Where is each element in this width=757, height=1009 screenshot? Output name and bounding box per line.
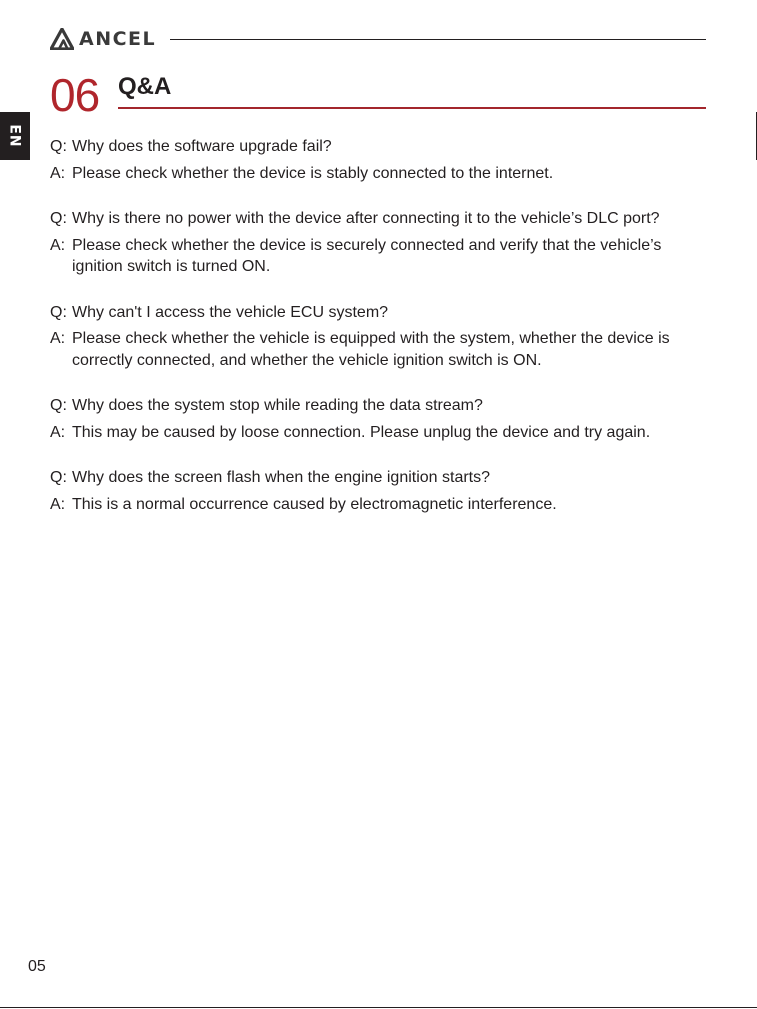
- answer: [50, 494, 710, 516]
- page-number: 05: [28, 958, 46, 975]
- answer-prefix: A:: [50, 236, 66, 254]
- answer: [50, 422, 710, 444]
- question-prefix: Q:: [50, 469, 67, 486]
- question: [50, 302, 710, 324]
- language-tab: [0, 112, 30, 160]
- answer-prefix: A:: [50, 330, 66, 347]
- question-text: Why is there no power with the device after connecting it to the vehicle’s DLC port?: [72, 210, 660, 227]
- question-text: Why does the system stop while reading the data stream?: [72, 397, 483, 414]
- answer: [50, 163, 710, 185]
- qa-item: [50, 395, 710, 443]
- qa-item: [50, 208, 710, 278]
- qa-item: [50, 467, 710, 515]
- answer-text: Please check whether the device is securely connected and verify that the vehicle’s ignition switch is turned ON.: [72, 236, 662, 275]
- answer-text: This may be caused by loose connection. Please unplug the device and try again.: [72, 423, 651, 441]
- answer-prefix: A:: [50, 423, 66, 441]
- answer: [50, 328, 710, 371]
- question: [50, 467, 710, 489]
- answer-text: Please check whether the vehicle is equipped with the system, whether the device is correctly connected, and whether the vehicle ignition switch is ON.: [72, 330, 670, 369]
- question-text: Why does the screen flash when the engine ignition starts?: [72, 469, 491, 486]
- ancel-logo-icon: [50, 28, 74, 50]
- bottom-divider: [0, 1007, 757, 1008]
- question: [50, 136, 710, 158]
- language-tab-label: EN: [7, 124, 23, 148]
- section-divider: [118, 107, 706, 109]
- question-text: Why can't I access the vehicle ECU system?: [72, 303, 389, 321]
- question-prefix: Q:: [50, 397, 67, 414]
- question-prefix: Q:: [50, 210, 67, 227]
- question-prefix: Q:: [50, 303, 67, 321]
- answer: [50, 235, 710, 278]
- question-prefix: Q:: [50, 138, 67, 155]
- brand-logo: [50, 27, 156, 51]
- qa-list: [50, 136, 710, 515]
- qa-item: [50, 302, 710, 372]
- answer-prefix: A:: [50, 164, 66, 182]
- answer-prefix: A:: [50, 495, 66, 513]
- header-divider: [170, 39, 706, 40]
- qa-item: [50, 136, 710, 184]
- answer-text: This is a normal occurrence caused by electromagnetic interference.: [72, 495, 557, 513]
- section-number: 06: [50, 69, 100, 121]
- answer-text: Please check whether the device is stably connected to the internet.: [72, 164, 554, 182]
- question-text: Why does the software upgrade fail?: [72, 138, 332, 155]
- question: [50, 395, 710, 417]
- section-title: Q&A: [118, 73, 172, 100]
- question: [50, 208, 710, 230]
- brand-name: ANCEL: [79, 28, 157, 50]
